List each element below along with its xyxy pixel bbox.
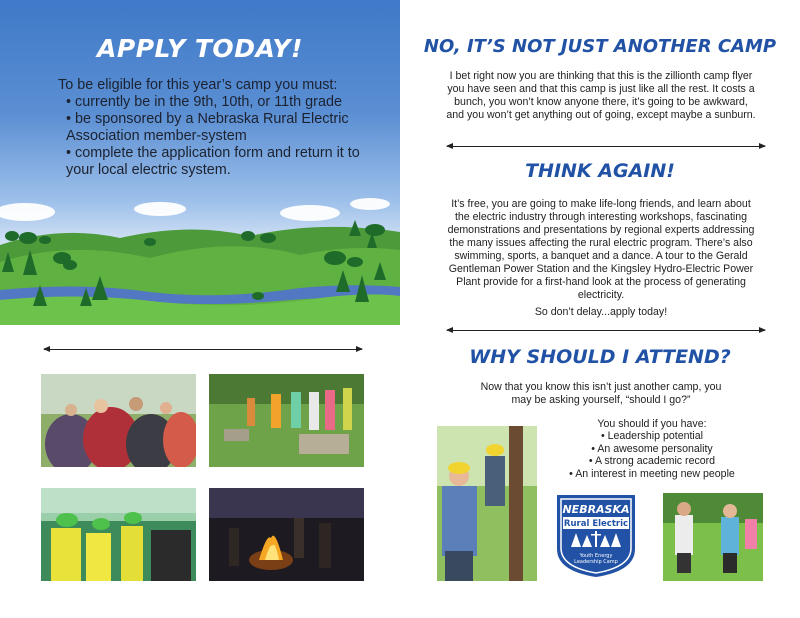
qualities-list [552, 430, 752, 480]
why-attend-heading: WHY SHOULD I ATTEND? [469, 346, 731, 368]
photo-campfire [209, 488, 364, 581]
not-just-camp-body: I bet right now you are thinking that this is the zillionth camp flyer you have seen and that this camp is just like all the rest. It costs a bunch, you won’t know anyone there, it’s going to be awkward, and you won’t get anything out of going, except maybe a sunburn. [446, 70, 756, 121]
eligibility-intro: To be eligible for this year’s camp you must: [58, 77, 338, 93]
right-divider-arrow-1 [447, 146, 765, 147]
photo-lineman-pole [437, 426, 537, 581]
qualities-block [552, 418, 752, 480]
photo-group-huddle [41, 374, 196, 467]
logo-line-youth-energy: Youth Energy [579, 553, 613, 559]
requirements-list [58, 94, 378, 179]
right-divider-arrow-2 [447, 330, 765, 331]
left-divider-arrow [44, 349, 362, 350]
quality-item: • An interest in meeting new people [569, 467, 735, 480]
think-again-body: It’s free, you are going to make life-long friends, and learn about the electric industry through interesting workshops, fascinating demonstrations and presentations by regional experts addressing the many issues affecting the rural electric program. There’s also swimming, sports, a banquet and a dance. A tour to the Gerald Gentleman Power Station and the Kingsley Hydro-Electric Power Plant provide for a first-hand look at the process of generating electricity. [447, 198, 755, 301]
eligibility-block [58, 77, 378, 179]
not-just-camp-heading: NO, IT’S NOT JUST ANOTHER CAMP [423, 36, 777, 57]
logo-line-leadership-camp: Leadership Camp [574, 559, 618, 565]
quality-item: • Leadership potential [600, 430, 704, 443]
think-again-heading: THINK AGAIN! [525, 160, 675, 182]
apply-hero-panel [0, 0, 400, 325]
apply-today-title: APPLY TODAY! [97, 34, 303, 63]
quality-item: • An awesome personality [591, 442, 713, 455]
photo-students-outdoor [663, 493, 763, 581]
nebraska-rural-electric-logo [551, 491, 641, 579]
requirement-item: • currently be in the 9th, 10th, or 11th grade [66, 94, 342, 110]
qualities-intro: You should if you have: [597, 418, 707, 430]
photo-team-exercise [209, 374, 364, 467]
requirement-item: • complete the application form and return it to your local electric system. [66, 145, 360, 178]
requirement-item: • be sponsored by a Nebraska Rural Electric Association member-system [66, 111, 349, 144]
apply-cta: So don’t delay...apply today! [534, 306, 668, 318]
photo-hardhat-group [41, 488, 196, 581]
logo-line-nebraska: NEBRASKA [562, 503, 630, 516]
quality-item: • A strong academic record [588, 455, 716, 468]
logo-line-rural-electric: Rural Electric [563, 519, 629, 529]
why-attend-body: Now that you know this isn’t just another camp, you may be asking yourself, “should I go?” [480, 381, 722, 406]
